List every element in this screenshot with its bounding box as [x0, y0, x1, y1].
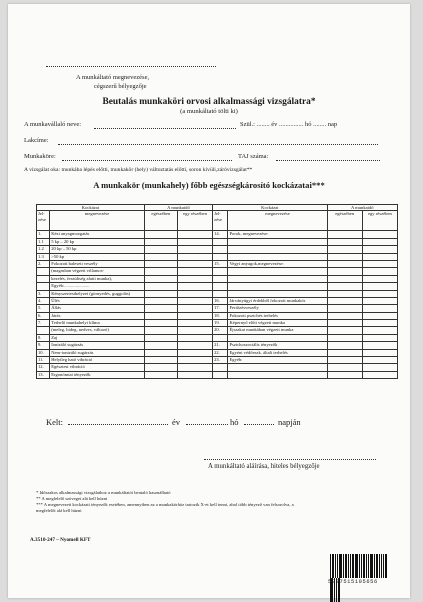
address-field[interactable] [58, 144, 378, 145]
col-kockazat-left: Kockázat [37, 205, 145, 211]
left-num-cell [37, 268, 50, 275]
table-row [37, 231, 398, 238]
left-partial-checkbox[interactable] [177, 260, 212, 267]
left-whole-checkbox[interactable] [144, 305, 177, 312]
right-partial-checkbox[interactable] [362, 231, 397, 238]
right-partial-checkbox[interactable] [362, 334, 397, 341]
right-whole-checkbox[interactable] [327, 334, 362, 341]
left-partial-checkbox[interactable] [177, 283, 212, 290]
right-text-cell: Porok, megnevezése: [228, 231, 327, 238]
table-row [37, 342, 398, 349]
right-whole-checkbox[interactable] [327, 260, 362, 267]
left-partial-checkbox[interactable] [177, 246, 212, 253]
left-whole-checkbox[interactable] [144, 349, 177, 356]
left-num-cell [37, 283, 50, 290]
left-text-cell: Járás [50, 312, 145, 319]
left-text-cell: (magasban végzett villamos- [50, 268, 145, 275]
left-whole-checkbox[interactable] [144, 246, 177, 253]
left-num-cell: 1. [37, 231, 50, 238]
right-whole-checkbox[interactable] [327, 357, 362, 364]
right-text-cell: Fokozott pszichés terhelés [228, 312, 327, 319]
left-text-cell: >50 kp [50, 253, 145, 260]
left-whole-checkbox[interactable] [144, 260, 177, 267]
left-partial-checkbox[interactable] [177, 253, 212, 260]
right-partial-checkbox[interactable] [362, 305, 397, 312]
kelt-day-label: napján [278, 417, 301, 427]
right-text-cell [228, 246, 327, 253]
left-text-cell: 5 kp – 20 kp [50, 238, 145, 245]
left-partial-checkbox[interactable] [177, 231, 212, 238]
right-text-cell: Egyéni védőeszk. általi terhelés [228, 349, 327, 356]
left-num-cell: 7. [37, 320, 50, 327]
right-whole-checkbox[interactable] [327, 297, 362, 304]
left-whole-checkbox[interactable] [144, 268, 177, 275]
right-partial-checkbox[interactable] [362, 342, 397, 349]
left-num-cell: 10. [37, 349, 50, 356]
table-row [37, 290, 398, 297]
kelt-month-label: hó [230, 417, 239, 427]
table-row [37, 320, 398, 327]
left-partial-checkbox[interactable] [177, 327, 212, 334]
left-whole-checkbox[interactable] [144, 275, 177, 282]
right-partial-checkbox[interactable] [362, 268, 397, 275]
right-text-cell: Képernyő előtt végzett munka [228, 320, 327, 327]
right-partial-checkbox[interactable] [362, 260, 397, 267]
right-num-cell [213, 290, 228, 297]
left-whole-checkbox[interactable] [144, 320, 177, 327]
right-text-cell [228, 371, 327, 378]
barcode-bar [339, 554, 342, 578]
barcode-bar [359, 554, 360, 578]
kelt-place-field[interactable] [68, 424, 168, 425]
right-whole-checkbox[interactable] [327, 371, 362, 378]
kelt-month-field[interactable] [186, 424, 228, 425]
left-num-cell: 4. [37, 297, 50, 304]
right-partial-checkbox[interactable] [362, 253, 397, 260]
kelt-label: Kelt: [46, 417, 63, 427]
left-whole-checkbox[interactable] [144, 231, 177, 238]
table-row [37, 238, 398, 245]
left-partial-checkbox[interactable] [177, 342, 212, 349]
left-text-cell: Nem-ionizáló sugárzás [50, 349, 145, 356]
right-num-cell [213, 364, 228, 371]
left-partial-checkbox[interactable] [177, 268, 212, 275]
right-partial-checkbox[interactable] [362, 297, 397, 304]
right-whole-checkbox[interactable] [327, 231, 362, 238]
barcode-bar [348, 554, 349, 578]
right-num-cell [213, 238, 228, 245]
left-num-cell: 12. [37, 364, 50, 371]
table-row [37, 246, 398, 253]
barcode-bar [332, 554, 334, 578]
right-num-cell [213, 334, 228, 341]
right-partial-checkbox[interactable] [362, 371, 397, 378]
form-sheet [8, 4, 410, 598]
right-text-cell: Vegyi anyagok,megnevezése: [228, 260, 327, 267]
table-row [37, 260, 398, 267]
right-num-cell: 16. [213, 297, 228, 304]
table-row [37, 253, 398, 260]
left-whole-checkbox[interactable] [144, 334, 177, 341]
table-row [37, 312, 398, 319]
hazards-title: A munkakör (munkahely) főbb egészségkárosító kockázatai*** [93, 180, 325, 190]
right-num-cell: 21. [213, 342, 228, 349]
left-whole-checkbox[interactable] [144, 283, 177, 290]
right-num-cell [213, 268, 228, 275]
barcode-number: 5997515105656 [328, 579, 378, 585]
right-whole-checkbox[interactable] [327, 364, 362, 371]
right-partial-checkbox[interactable] [362, 357, 397, 364]
right-whole-checkbox[interactable] [327, 312, 362, 319]
footnote-4: megfelelőt alá kell húzni [36, 508, 82, 513]
left-num-cell: 2. [37, 260, 50, 267]
table-row [37, 327, 398, 334]
right-text-cell [228, 290, 327, 297]
left-text-cell: kezelés, feszültség alatti munka), [50, 275, 145, 282]
barcode-bar [366, 554, 367, 578]
right-num-cell: 15. [213, 260, 228, 267]
col-jelzese-left: Jel-zése [37, 211, 50, 231]
left-num-cell: 5. [37, 305, 50, 312]
table-row [37, 357, 398, 364]
left-text-cell: Egyéb:...................... [50, 283, 145, 290]
col-egeszeben-right: egészében [327, 211, 362, 231]
right-whole-checkbox[interactable] [327, 305, 362, 312]
left-partial-checkbox[interactable] [177, 364, 212, 371]
footnote-1: * Időszakos alkalmassági vizsgálathoz a munkáltatói beutaló használható [36, 490, 171, 495]
signature-label: A munkáltató aláírása, hiteles bélyegzője [208, 463, 320, 470]
barcode-bar [343, 554, 344, 578]
left-whole-checkbox[interactable] [144, 312, 177, 319]
col-munkaido-right: A munkaidő [327, 205, 397, 211]
left-partial-checkbox[interactable] [177, 320, 212, 327]
signature-line[interactable] [204, 459, 376, 460]
left-text-cell: Egésztest vibráció [50, 364, 145, 371]
left-text-cell: Kézi anyagmozgatás [50, 231, 145, 238]
right-whole-checkbox[interactable] [327, 246, 362, 253]
left-num-cell: 1.2 [37, 246, 50, 253]
kelt-year-label: év [172, 417, 181, 427]
left-whole-checkbox[interactable] [144, 297, 177, 304]
employer-dotted-line [46, 66, 216, 67]
right-text-cell: Egyéb: [228, 357, 327, 364]
left-num-cell: 6. [37, 312, 50, 319]
left-num-cell: 1.3 [37, 253, 50, 260]
right-whole-checkbox[interactable] [327, 275, 362, 282]
left-text-cell: Zaj [50, 334, 145, 341]
col-megnevezese-left: megnevezése [50, 211, 145, 231]
right-num-cell: 22. [213, 349, 228, 356]
left-num-cell [37, 327, 50, 334]
left-text-cell: Állás [50, 305, 145, 312]
left-whole-checkbox[interactable] [144, 327, 177, 334]
right-partial-checkbox[interactable] [362, 290, 397, 297]
barcode-bar [330, 554, 331, 578]
right-num-cell [213, 371, 228, 378]
barcode-bar [368, 554, 369, 578]
table-row [37, 305, 398, 312]
left-text-cell: Kényszertesthelyzet (görnyedés, guggolás) [50, 290, 145, 297]
right-num-cell: 20. [213, 327, 228, 334]
table-row [37, 297, 398, 304]
left-num-cell [37, 275, 50, 282]
left-partial-checkbox[interactable] [177, 238, 212, 245]
barcode-bar [352, 554, 354, 578]
col-megnevezese-right: megnevezése [228, 211, 327, 231]
hazards-table [36, 204, 398, 379]
left-whole-checkbox[interactable] [144, 371, 177, 378]
right-partial-checkbox[interactable] [362, 320, 397, 327]
right-whole-checkbox[interactable] [327, 290, 362, 297]
barcode-bar [345, 554, 347, 578]
right-num-cell: 23. [213, 357, 228, 364]
left-num-cell: 11. [37, 357, 50, 364]
table-row [37, 371, 398, 378]
right-partial-checkbox[interactable] [362, 275, 397, 282]
left-partial-checkbox[interactable] [177, 334, 212, 341]
right-text-cell: Éjszakai munkában végzett munka [228, 327, 327, 334]
barcode-bar [379, 554, 380, 578]
table-subheader-row [37, 211, 398, 231]
left-num-cell: 13. [37, 371, 50, 378]
right-partial-checkbox[interactable] [362, 364, 397, 371]
right-whole-checkbox[interactable] [327, 327, 362, 334]
barcode-bar [335, 554, 336, 578]
right-num-cell: 18. [213, 312, 228, 319]
form-subtitle: (a munkáltató tölti ki) [180, 108, 238, 115]
left-partial-checkbox[interactable] [177, 312, 212, 319]
right-whole-checkbox[interactable] [327, 268, 362, 275]
right-text-cell [228, 238, 327, 245]
birth-date-label: Szül.: ........ év ............... hó ........ nap [240, 121, 338, 128]
right-num-cell [213, 246, 228, 253]
employer-stamp-label: cégszerű bélyegzője [94, 83, 147, 90]
barcode-bar [374, 554, 375, 578]
job-label: Munkaköre: [24, 153, 56, 160]
table-row [37, 275, 398, 282]
right-text-cell [228, 268, 327, 275]
right-whole-checkbox[interactable] [327, 349, 362, 356]
table-row [37, 334, 398, 341]
right-num-cell [213, 283, 228, 290]
taj-label: TAJ száma: [238, 153, 269, 160]
left-text-cell: Ionizáló sugárzás [50, 342, 145, 349]
right-text-cell: Fertőzésveszély [228, 305, 327, 312]
left-whole-checkbox[interactable] [144, 357, 177, 364]
right-text-cell [228, 334, 327, 341]
employer-name-label: A munkáltató megnevezése, [76, 74, 150, 81]
left-partial-checkbox[interactable] [177, 297, 212, 304]
barcode-bar [385, 554, 387, 578]
barcode-bar [350, 554, 351, 578]
barcode-bar [355, 554, 358, 578]
left-num-cell: 3. [37, 290, 50, 297]
col-munkaido-left: A munkaidő [144, 205, 212, 211]
left-partial-checkbox[interactable] [177, 305, 212, 312]
left-partial-checkbox[interactable] [177, 357, 212, 364]
footnote-3: *** A megnevezett kockázati tényezők esetében, amennyiben az a munkakörhöz tartozik X-et kell tenni, ahol több tényező van felsorolva, a [36, 502, 294, 507]
barcode-bar [363, 554, 365, 578]
barcode-bar [383, 554, 384, 578]
left-whole-checkbox[interactable] [144, 364, 177, 371]
left-num-cell: 8. [37, 334, 50, 341]
right-text-cell [228, 253, 327, 260]
right-partial-checkbox[interactable] [362, 238, 397, 245]
right-whole-checkbox[interactable] [327, 238, 362, 245]
left-partial-checkbox[interactable] [177, 290, 212, 297]
barcode-bar [337, 554, 338, 578]
taj-field[interactable] [276, 160, 380, 161]
left-text-cell: Fokozott baleseti veszély [50, 260, 145, 267]
right-num-cell: 17. [213, 305, 228, 312]
right-partial-checkbox[interactable] [362, 246, 397, 253]
barcode-bar [381, 554, 382, 578]
col-egyreszeben-right: egy részében [362, 211, 397, 231]
col-egeszeben-left: egészében [144, 211, 177, 231]
left-partial-checkbox[interactable] [177, 371, 212, 378]
left-num-cell: 9. [37, 342, 50, 349]
table-row [37, 283, 398, 290]
right-whole-checkbox[interactable] [327, 283, 362, 290]
exam-reason-text: A vizsgálat oka: munkába lépés előtti, munkakör (hely) változtatás előtti, soron kívüli,záróvizsgálat** [24, 167, 253, 173]
barcode-bar [376, 554, 378, 578]
footnote-2: ** A megfelelő szöveget alá kell húzni [36, 496, 108, 501]
right-text-cell [228, 283, 327, 290]
table-row [37, 364, 398, 371]
right-num-cell [213, 275, 228, 282]
table-row [37, 349, 398, 356]
left-text-cell: 20 kp – 50 kp [50, 246, 145, 253]
left-text-cell: Helyileg ható vibráció [50, 357, 145, 364]
address-label: Lakcíme: [24, 137, 49, 144]
left-partial-checkbox[interactable] [177, 349, 212, 356]
table-row [37, 268, 398, 275]
right-partial-checkbox[interactable] [362, 312, 397, 319]
left-partial-checkbox[interactable] [177, 275, 212, 282]
right-text-cell: Pszichoszociális tényezők [228, 342, 327, 349]
right-num-cell [213, 253, 228, 260]
right-partial-checkbox[interactable] [362, 283, 397, 290]
barcode-bar [361, 554, 362, 578]
left-text-cell: Terhelő munkahelyi klíma [50, 320, 145, 327]
form-title: Beutalás munkaköri orvosi alkalmassági vizsgálatra* [102, 97, 316, 107]
form-code: A.3510-247 – Nyomell KFT [30, 537, 91, 543]
left-whole-checkbox[interactable] [144, 290, 177, 297]
col-egyreszeben-left: egy részében [177, 211, 212, 231]
col-kockazat-right: Kockázat [213, 205, 327, 211]
right-text-cell: Járványügyi érdekből fokozott munkakör [228, 297, 327, 304]
left-text-cell: (meleg, hideg, nedves, változó) [50, 327, 145, 334]
left-text-cell: Ülés [50, 297, 145, 304]
right-whole-checkbox[interactable] [327, 253, 362, 260]
left-text-cell: Ergonómiai tényezők [50, 371, 145, 378]
right-num-cell: 14. [213, 231, 228, 238]
left-num-cell: 1.1 [37, 238, 50, 245]
employee-name-label: A munkavállaló neve: [24, 121, 82, 128]
right-text-cell [228, 364, 327, 371]
right-text-cell [228, 275, 327, 282]
right-whole-checkbox[interactable] [327, 342, 362, 349]
left-whole-checkbox[interactable] [144, 253, 177, 260]
barcode-bar [370, 554, 373, 578]
employee-name-field[interactable] [94, 128, 236, 129]
left-whole-checkbox[interactable] [144, 238, 177, 245]
right-partial-checkbox[interactable] [362, 349, 397, 356]
job-field[interactable] [62, 160, 232, 161]
col-jelzese-right: Jel-zése [213, 211, 228, 231]
kelt-day-field[interactable] [244, 424, 274, 425]
right-whole-checkbox[interactable] [327, 320, 362, 327]
right-num-cell: 19. [213, 320, 228, 327]
right-partial-checkbox[interactable] [362, 327, 397, 334]
left-whole-checkbox[interactable] [144, 342, 177, 349]
